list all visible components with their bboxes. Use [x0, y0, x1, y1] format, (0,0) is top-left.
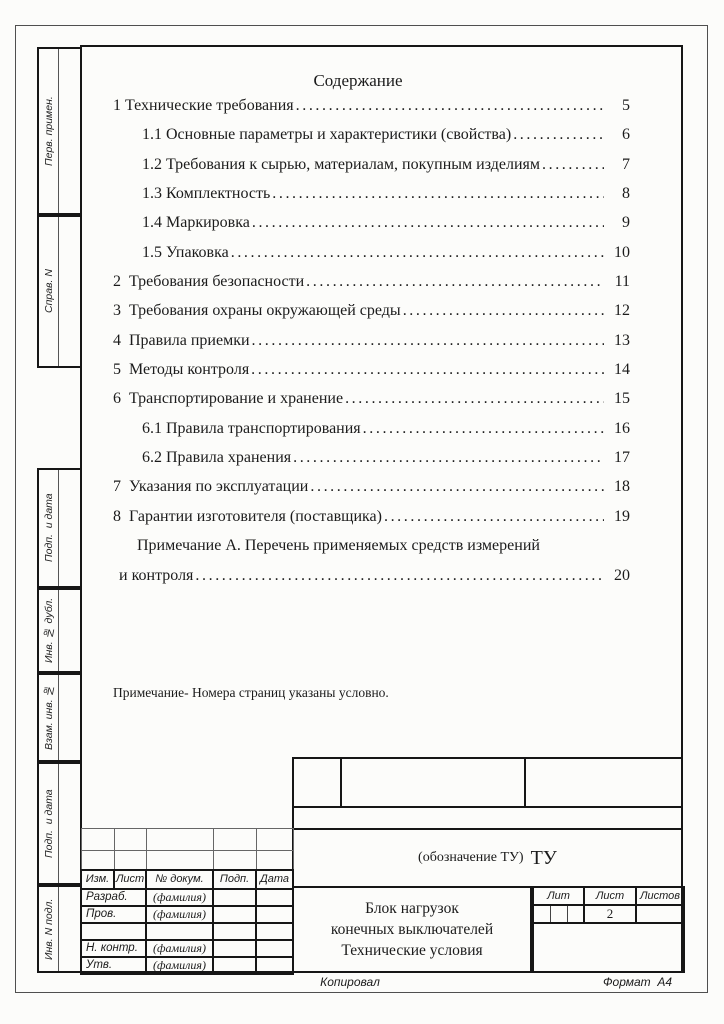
- dot-leader: [272, 185, 604, 203]
- page-numbers-note: Примечание- Номера страниц указаны условно.: [113, 685, 389, 700]
- margin-label: Взам. инв. №: [43, 684, 55, 751]
- signature-row: [81, 957, 293, 974]
- dot-leader: [296, 97, 604, 115]
- margin-box-inv-podl: [37, 885, 82, 973]
- toc-item: [113, 449, 630, 478]
- designation-cell: [292, 828, 683, 888]
- name-placeholder: (фамилия): [146, 906, 213, 923]
- sheets-total-header: Листов: [636, 887, 684, 905]
- revision-signature-table: [80, 828, 294, 975]
- toc-item-label: 6.2 Правила хранения: [142, 449, 292, 467]
- lit-value-row: [533, 905, 684, 923]
- toc-item: [113, 361, 630, 390]
- toc-item-page: 8: [622, 185, 630, 203]
- toc-item-page: 6: [622, 126, 630, 144]
- toc-item-page: 10: [614, 243, 630, 261]
- name-placeholder: (фамилия): [146, 889, 213, 906]
- dot-leader: [251, 361, 604, 379]
- toc-item-label: 1.1 Основные параметры и характеристики (свойства): [142, 126, 512, 144]
- toc-item: [113, 390, 630, 419]
- margin-label: Перв. примен.: [43, 96, 55, 166]
- role-empty: [81, 923, 146, 940]
- toc-item-page: 14: [614, 361, 630, 379]
- title-block-strip: [292, 806, 683, 830]
- dot-leader: [231, 244, 604, 262]
- role-razrab: Разраб.: [81, 889, 146, 906]
- dot-leader: [384, 508, 604, 526]
- toc-item: [113, 273, 630, 302]
- toc-item: [113, 185, 630, 214]
- lit-sheet-table: [532, 886, 685, 973]
- name-placeholder: [146, 923, 213, 940]
- toc-title: Содержание: [313, 71, 403, 90]
- toc-item: [113, 214, 630, 243]
- margin-label: Инв. № дубл.: [43, 597, 55, 664]
- col-header-podp: Подп.: [213, 870, 256, 889]
- dot-leader: [542, 156, 604, 174]
- margin-label: Инв. N подл.: [43, 898, 55, 960]
- toc-item: [113, 244, 630, 273]
- toc-item: [113, 508, 630, 537]
- toc-item-page: 18: [614, 478, 630, 496]
- toc-item: [113, 332, 630, 361]
- toc-item-label: 8 Гарантии изготовителя (поставщика): [113, 507, 382, 525]
- toc-item-page: 7: [622, 155, 630, 173]
- divider: [340, 759, 342, 806]
- toc-item: [113, 156, 630, 185]
- lit-header-row: [533, 887, 684, 905]
- dot-leader: [403, 302, 604, 320]
- toc-item-page: 5: [622, 97, 630, 114]
- toc-item: [113, 420, 630, 449]
- toc-item-label: 2 Требования безопасности: [113, 273, 305, 291]
- margin-box-inv-dubl: [37, 588, 82, 673]
- toc-item-page: 11: [614, 273, 630, 291]
- dot-leader: [195, 567, 604, 585]
- lit-header: Лит: [533, 887, 584, 905]
- toc-item: [113, 126, 630, 155]
- toc-item-label: 3 Требования охраны окружающей среды: [113, 302, 401, 320]
- toc-item-page: 12: [614, 302, 630, 320]
- col-header-data: Дата: [256, 870, 293, 889]
- toc-item-label: Примечание А. Перечень применяемых средств измерений: [137, 537, 540, 555]
- margin-box-vzam-inv: [37, 673, 82, 762]
- toc-item-page: 19: [614, 507, 630, 525]
- doc-name-line: Блок нагрузок: [365, 900, 459, 917]
- col-header-ndokum: № докум.: [146, 870, 213, 889]
- toc-item: [113, 567, 630, 596]
- change-row: [81, 851, 293, 870]
- signature-row: [81, 923, 293, 940]
- toc-item-label: 6.1 Правила транспортирования: [142, 419, 361, 437]
- toc-item-label: 1.4 Маркировка: [142, 214, 250, 232]
- toc-item-page: 20: [614, 566, 630, 584]
- toc-item: [113, 537, 630, 566]
- dot-leader: [310, 478, 604, 496]
- doc-name-line: Технические условия: [341, 942, 483, 959]
- dot-leader: [252, 332, 604, 350]
- divider: [524, 759, 526, 806]
- toc-item-page: 13: [614, 331, 630, 349]
- dot-leader: [306, 273, 604, 291]
- toc-item-label: 1 Технические требования: [113, 97, 294, 114]
- toc-item-label: 4 Правила приемки: [113, 331, 250, 349]
- toc-item-page: 17: [614, 449, 630, 467]
- col-header-list: Лист: [114, 870, 146, 889]
- toc-item-page: 9: [622, 214, 630, 232]
- toc-item-label: 6 Транспортирование и хранение: [113, 390, 344, 408]
- margin-label: Справ. N: [43, 269, 55, 314]
- dot-leader: [252, 214, 604, 232]
- dot-leader: [363, 420, 604, 438]
- dot-leader: [513, 126, 604, 144]
- toc-item-label: 1.2 Требования к сырью, материалам, покупным изделиям: [142, 155, 540, 173]
- designation-placeholder: (обозначение ТУ): [418, 850, 524, 865]
- dot-leader: [293, 449, 604, 467]
- role-utv: Утв.: [81, 957, 146, 974]
- role-prov: Пров.: [81, 906, 146, 923]
- title-block-upper-box: [292, 757, 683, 808]
- toc-item: [113, 478, 630, 507]
- name-placeholder: (фамилия): [146, 957, 213, 974]
- designation-value: ТУ: [530, 846, 557, 869]
- document-name-cell: [292, 886, 532, 973]
- col-header-izm: Изм.: [81, 870, 114, 889]
- margin-box-podp-data-1: [37, 468, 82, 588]
- toc-item-label: 1.5 Упаковка: [142, 243, 229, 261]
- margin-box-perv-primen: [37, 47, 82, 215]
- signature-row: [81, 940, 293, 957]
- toc-item: [113, 97, 630, 126]
- dot-leader: [345, 390, 604, 408]
- change-row: [81, 829, 293, 851]
- doc-name-line: конечных выключателей: [330, 921, 494, 938]
- signature-row: [81, 906, 293, 923]
- margin-label: Подп. и дата: [43, 789, 55, 858]
- role-nkontr: Н. контр.: [81, 940, 146, 957]
- organization-row: [533, 923, 684, 972]
- margin-box-podp-data-2: [37, 762, 82, 885]
- signature-row: [81, 889, 293, 906]
- footer-format-label: Формат А4: [603, 975, 672, 989]
- toc-item-label: 7 Указания по эксплуатации: [113, 478, 309, 496]
- margin-label: Подп. и дата: [43, 493, 55, 563]
- toc-item-page: 15: [614, 390, 630, 408]
- toc-item: [113, 302, 630, 331]
- column-header-row: [81, 870, 293, 889]
- toc-item-label: и контроля: [119, 566, 194, 584]
- name-placeholder: (фамилия): [146, 940, 213, 957]
- margin-box-sprav-n: [37, 215, 82, 368]
- toc-item-label: 1.3 Комплектность: [142, 185, 271, 203]
- footer-copied-label: Копировал: [320, 975, 380, 989]
- table-of-contents: [113, 97, 630, 596]
- sheet-header: Лист: [584, 887, 636, 905]
- toc-item-label: 5 Методы контроля: [113, 361, 250, 379]
- toc-item-page: 16: [614, 419, 630, 437]
- sheet-number: 2: [584, 905, 636, 923]
